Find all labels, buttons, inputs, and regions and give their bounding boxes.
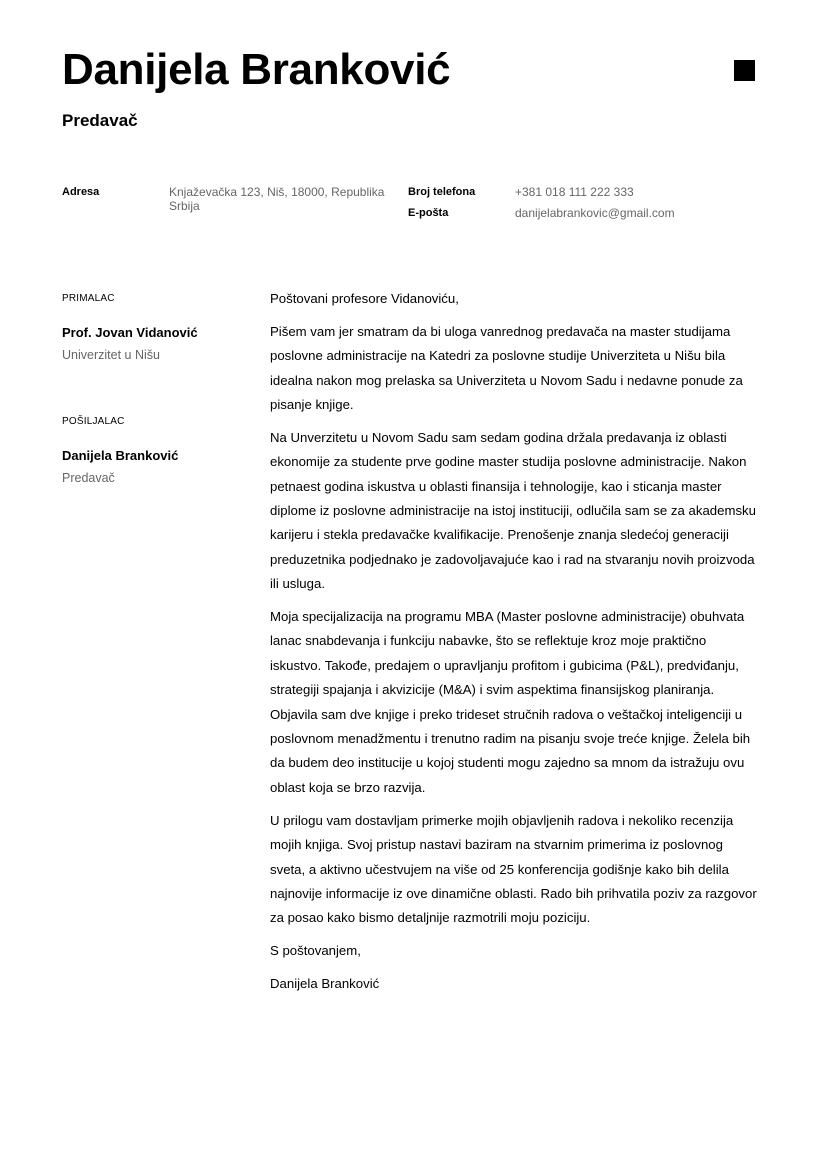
sender-title: Predavač	[62, 471, 115, 485]
applicant-title: Predavač	[62, 111, 138, 130]
phone-value: +381 018 111 222 333	[515, 185, 634, 199]
recipient-label: PRIMALAC	[62, 293, 115, 304]
letter-paragraph: U prilogu vam dostavljam primerke mojih objavljenih radova i nekoliko recenzija mojih knjiga. Svoj pristup nastavi baziram na stvarnim primerima iz poslovnog sveta, a aktivno učestvujem na više od 25 konferencija godišnje kako bih delila najnovije informacije iz ove dinamične oblasti. Rado bih prihvatila poziv za razgovor za posao kako bismo detaljnije razmotrili moju poziciju.	[270, 812, 757, 926]
address-line-1: Knjaževačka 123, Niš, 18000, Republika	[169, 185, 385, 199]
letter-closing: S poštovanjem,	[270, 943, 361, 959]
recipient-name: Prof. Jovan Vidanović	[62, 325, 198, 340]
letter-body	[270, 287, 760, 1005]
sender-name: Danijela Branković	[62, 448, 179, 463]
letter-paragraph: Moja specijalizacija na programu MBA (Master poslovne administracije) obuhvata lanac snabdevanja i funkciju nabavke, što se reflektuje kroz moje praktično iskustvo. Takođe, predajem o upravljanju profitom i gubicima (P&L), predviđanju, strategiji spajanja i akvizicije (M&A) i svim aspektima finansijskog planiranja. Objavila sam dve knjige i preko trideset stručnih radova o veštačkoj inteligenciji u poslovnom menadžmentu i trenutno radim na pisanju svoje treće knjige. Želela bih da budem deo institucije u kojoj studenti mogu zajedno sa mnom da istražuju ovu oblast koja se brzo razvija.	[270, 609, 751, 795]
letter-paragraph: Na Unverzitetu u Novom Sadu sam sedam godina držala predavanja iz oblasti ekonomije za studente prve godine master studija poslovne administracije. Nakon petnaest godina iskustva u oblasti finansija i tehnologije, kao i sticanja master diplome iz poslovne administracije na istoj instituciji, odlučila sam se za akademsku karijeru i stekla predavačke kvalifikacije. Prenošenje znanja sledećoj generaciji preduzetnika podjednako je zadovoljavajuće kao i rad na stvaranju novih proizvoda ili usluga.	[270, 429, 756, 592]
phone-label: Broj telefona	[408, 186, 476, 198]
email-label: E-pošta	[408, 207, 449, 219]
email-value: danijelabrankovic@gmail.com	[515, 206, 675, 220]
address-line-2: Srbija	[169, 199, 200, 213]
recipient-organization: Univerzitet u Nišu	[62, 348, 160, 362]
address-label: Adresa	[62, 186, 100, 198]
letter-signature: Danijela Branković	[270, 975, 380, 991]
applicant-name: Danijela Branković	[62, 45, 451, 94]
sender-label: POŠILJALAC	[62, 416, 125, 427]
letter-paragraph: Pišem vam jer smatram da bi uloga vanrednog predavača na master studijama poslovne administracije na Katedri za poslovne studije Univerziteta u Nišu bila idealna nakon mog prelaska sa Univerziteta u Novom Sadu i nedavne ponude za pisanje knjige.	[270, 323, 743, 413]
letter-greeting: Poštovani profesore Vidanoviću,	[270, 291, 459, 306]
square-logo-icon	[734, 60, 755, 81]
